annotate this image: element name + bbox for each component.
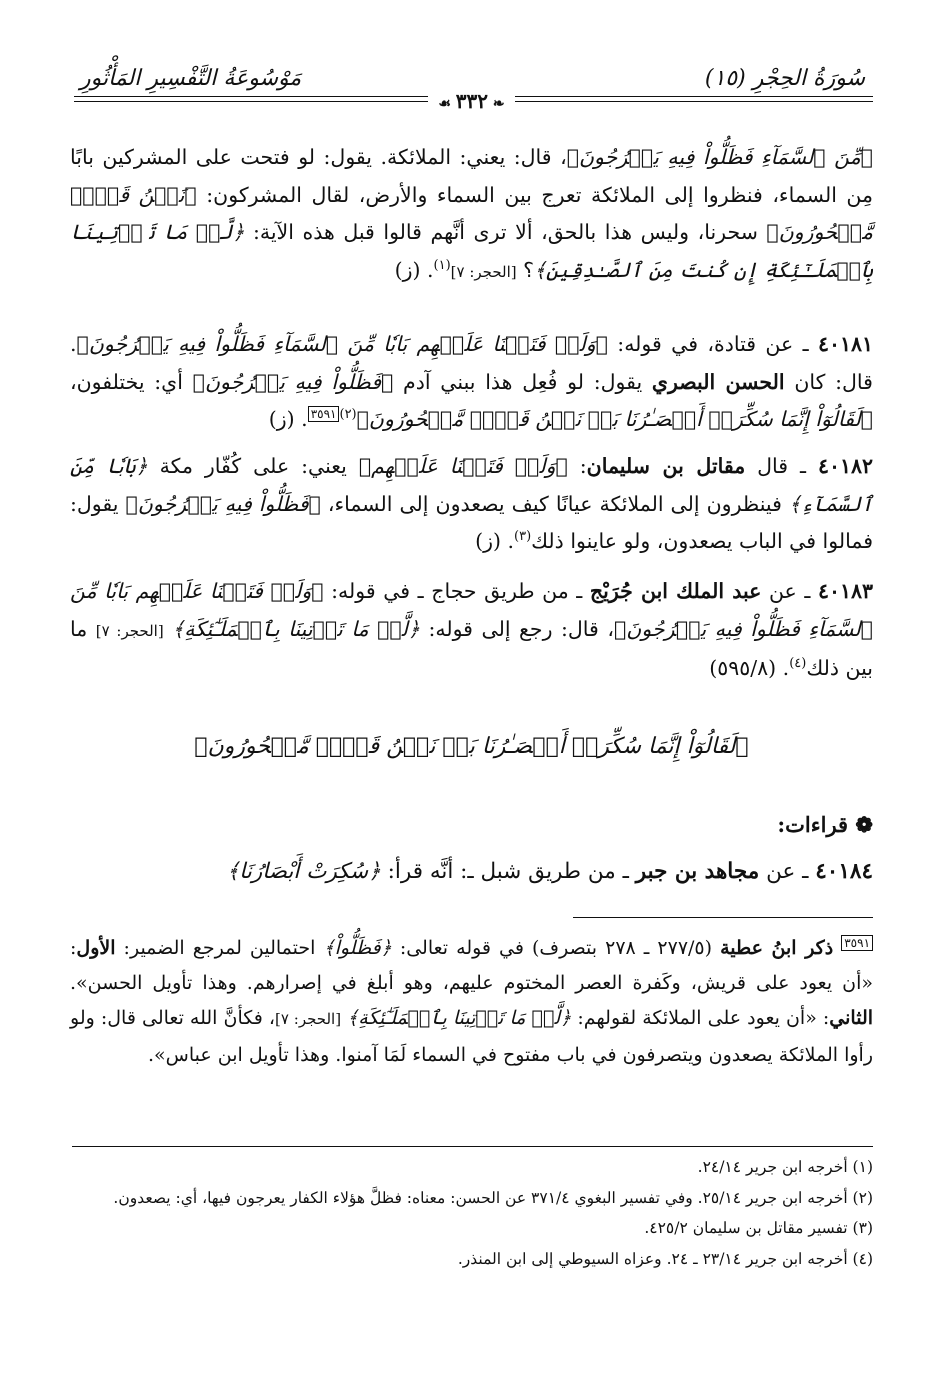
quran-verse: ﴿فَظَلُّواْ فِيهِ يَعۡرُجُونَ﴾ bbox=[192, 369, 394, 394]
footnote-marker: (٤) bbox=[789, 656, 807, 672]
text: أي: يختلفون، bbox=[70, 369, 193, 394]
footnote-marker: (٣) bbox=[514, 529, 532, 545]
narration-40182 bbox=[70, 448, 873, 561]
narration-number: ٤٠١٨٣ bbox=[817, 579, 873, 603]
quran-verse: ﴿سُكِرَتْ أَبْصَارُنَا﴾ bbox=[226, 859, 381, 884]
commentary-3591 bbox=[70, 931, 873, 1073]
footnote-2: (٢) أخرجه ابن جرير ٢٥/١٤. وفي تفسير البغوي ٣٧١/٤ عن الحسن: معناه: فظلَّ هؤلاء الكفار يعرجون فيها، أي: يصعدون. bbox=[113, 1188, 873, 1207]
text: ؟ bbox=[516, 257, 535, 282]
narrator-name: مقاتل بن سليمان bbox=[586, 454, 746, 478]
quran-verse: ﴿مِّنَ ٱلسَّمَآءِ فَظَلُّواْ فِيهِ يَعۡرُجُونَ﴾ bbox=[566, 145, 873, 169]
footnote-4: (٤) أخرجه ابن جرير ٢٣/١٤ ـ ٢٤. وعزاه السيوطي إلى ابن المنذر. bbox=[457, 1249, 873, 1268]
footnote-3: (٣) تفسير مقاتل بن سليمان ٤٢٥/٢. bbox=[644, 1219, 873, 1237]
second-label: الثاني bbox=[829, 1007, 874, 1030]
footnotes-divider bbox=[72, 1146, 873, 1147]
footnote-marker: (١) bbox=[433, 257, 451, 273]
quran-verse: ﴿لَّوۡ مَا تَأۡتِينَا بِٱلۡمَلَـٰٓئِكَةِ إِن كُنتَ مِنَ ٱلصَّـٰدِقِينَ﴾ bbox=[70, 220, 873, 282]
page-number-value: ٣٣٢ bbox=[455, 89, 489, 113]
text: . قال: كان bbox=[70, 332, 873, 394]
text: . (٥٩٥/٨) bbox=[709, 656, 790, 680]
commentary-number-box: ٣٥٩١ bbox=[841, 935, 873, 951]
text: ما بين ذلك bbox=[70, 616, 873, 680]
text: ـ من طريق حجاج ـ في قوله: bbox=[323, 579, 590, 603]
quran-verse: ﴿لَّوۡ مَا تَأۡتِينَا بِٱلۡمَلَـٰٓئِكَةِ﴾ bbox=[347, 1007, 572, 1030]
paragraph-continuation bbox=[70, 139, 873, 291]
narration-40184 bbox=[70, 853, 873, 891]
flower-icon: ❁ bbox=[848, 812, 873, 837]
text: ـ عن قتادة، في قوله: bbox=[607, 332, 818, 356]
quran-verse: ﴿لَقَالُوٓاْ إِنَّمَا سُكِّرَتۡ أَبۡصَـٰرُنَا بَلۡ نَحۡنُ قَوۡمٞ مَّسۡحُورُونَ﴾ bbox=[356, 407, 873, 431]
commentator-name: ذكر ابنُ عطية bbox=[720, 937, 834, 959]
surah-title: سُورَةُ الحِجْرِ (١٥) bbox=[704, 66, 865, 91]
text: : bbox=[567, 454, 587, 478]
footnote-marker: (٢) bbox=[339, 407, 357, 423]
narrator-name: عبد الملك ابن جُرَيْج bbox=[589, 579, 762, 603]
text bbox=[164, 617, 173, 641]
footnotes bbox=[68, 1154, 873, 1276]
text: : «أن يعود على قريش، وكَفرة العصر المختوم عليهم، وهو أبلغ في إصرارهم. وهذا تأويل الحسن». bbox=[70, 937, 873, 995]
ornament-icon: ☙ bbox=[438, 96, 456, 112]
book-title: مَوْسُوعَةُ التَّفْسِيرِ المَأْثُورِ bbox=[80, 66, 302, 91]
footnote-1: (١) أخرجه ابن جرير ٢٤/١٤. bbox=[697, 1158, 873, 1176]
narration-40183 bbox=[70, 573, 873, 688]
quran-verse: ﴿بَابٗا مِّنَ ٱلسَّمَآءِ﴾ bbox=[70, 454, 874, 516]
quran-verse: ﴿وَلَوۡ فَتَحۡنَا عَلَيۡهِم بَابٗا مِّنَ ٱلسَّمَآءِ فَظَلُّواْ فِيهِ يَعۡرُجُونَ﴾ bbox=[76, 332, 608, 356]
verse-reference: [الحجر: ٧] bbox=[450, 262, 517, 281]
text: (٢٧٧/٥ ـ ٢٧٨ بتصرف) في قوله تعالى: bbox=[391, 937, 721, 959]
text: يقول: لو فُعِل هذا ببني آدم bbox=[393, 369, 652, 394]
narrator-name: مجاهد بن جبر bbox=[635, 859, 760, 884]
narration-number: ٤٠١٨٤ bbox=[815, 859, 873, 884]
text: . (ز) bbox=[475, 529, 515, 553]
readings-heading bbox=[777, 812, 873, 837]
text: ، قال: يعني: الملائكة. يقول: لو فتحت على المشركين بابًا مِن السماء، فنظروا إلى الملائكة تعرج بين السماء والأرض، لقال المشركون: bbox=[70, 145, 873, 207]
text: ـ عن bbox=[761, 579, 818, 603]
verse-reference: [الحجر: ٧] bbox=[275, 1010, 342, 1029]
verse-reference: [الحجر: ٧] bbox=[95, 621, 164, 640]
ornament-icon: ❧ bbox=[488, 96, 505, 112]
text: ـ قال bbox=[745, 454, 818, 478]
first-label: الأول bbox=[76, 937, 116, 959]
narration-number: ٤٠١٨٢ bbox=[817, 454, 874, 478]
text: احتمالين لمرجع الضمير: bbox=[115, 937, 324, 959]
quran-verse: ﴿نَحۡنُ قَوۡمٞ مَّسۡحُورُونَ﴾ bbox=[70, 182, 873, 244]
text: ـ عن bbox=[759, 859, 816, 884]
quran-verse: ﴿لَّوۡ مَا تَأۡتِينَا بِٱلۡمَلَـٰٓئِكَةِ﴾ bbox=[172, 616, 420, 641]
text: يقول: فمالوا في الباب يصعدون، ولو عاينوا ذلك bbox=[70, 491, 873, 553]
quran-verse: ﴿فَظَلُّواْ﴾ bbox=[323, 937, 392, 959]
text: سحرنا، وليس هذا بالحق، ألا ترى أنَّهم قالوا قبل هذه الآية: bbox=[244, 220, 767, 244]
text: ـ من طريق شبل ـ: أنَّه قرأ: bbox=[380, 859, 636, 884]
text: ، فكأنَّ الله تعالى قال: ولو رأوا الملائكة يصعدون ويتصرفون في باب مفتوح في السماء لَمَا آمنوا. وهذا تأويل ابن عباس». bbox=[70, 1007, 873, 1066]
commentary-link-box[interactable]: ٣٥٩١ bbox=[308, 406, 340, 422]
text: : «أن يعود على الملائكة لقولهم: bbox=[571, 1007, 830, 1030]
text: ، قال: رجع إلى قوله: bbox=[419, 616, 614, 641]
text: فينظرون إلى الملائكة عيانًا كيف يصعدون إلى السماء، bbox=[320, 491, 789, 516]
readings-heading-label: قراءات: bbox=[777, 812, 849, 837]
text: يعني: على كُفّار مكة bbox=[147, 454, 359, 478]
page-number-wrap bbox=[0, 89, 943, 113]
text: . (ز) bbox=[268, 407, 308, 431]
quran-verse: ﴿وَلَوۡ فَتَحۡنَا عَلَيۡهِم بَابٗا مِّنَ ٱلسَّمَآءِ فَظَلُّواْ فِيهِ يَعۡرُجُونَ﴾ bbox=[70, 579, 873, 641]
commentary-divider bbox=[573, 917, 873, 918]
narrator-name: الحسن البصري bbox=[651, 369, 785, 394]
quran-verse: ﴿وَلَوۡ فَتَحۡنَا عَلَيۡهِم﴾ bbox=[358, 454, 568, 478]
narration-40181 bbox=[70, 326, 873, 439]
verse-heading: ﴿لَقَالُوٓاْ إِنَّمَا سُكِّرَتۡ أَبۡصَـٰرُنَا بَلۡ نَحۡنُ قَوۡمٞ مَّسۡحُورُونَ﴾ bbox=[194, 734, 749, 759]
quran-verse: ﴿فَظَلُّواْ فِيهِ يَعۡرُجُونَ﴾ bbox=[125, 491, 321, 516]
page-number bbox=[428, 89, 514, 113]
narration-number: ٤٠١٨١ bbox=[817, 332, 873, 356]
text: . (ز) bbox=[394, 257, 434, 282]
